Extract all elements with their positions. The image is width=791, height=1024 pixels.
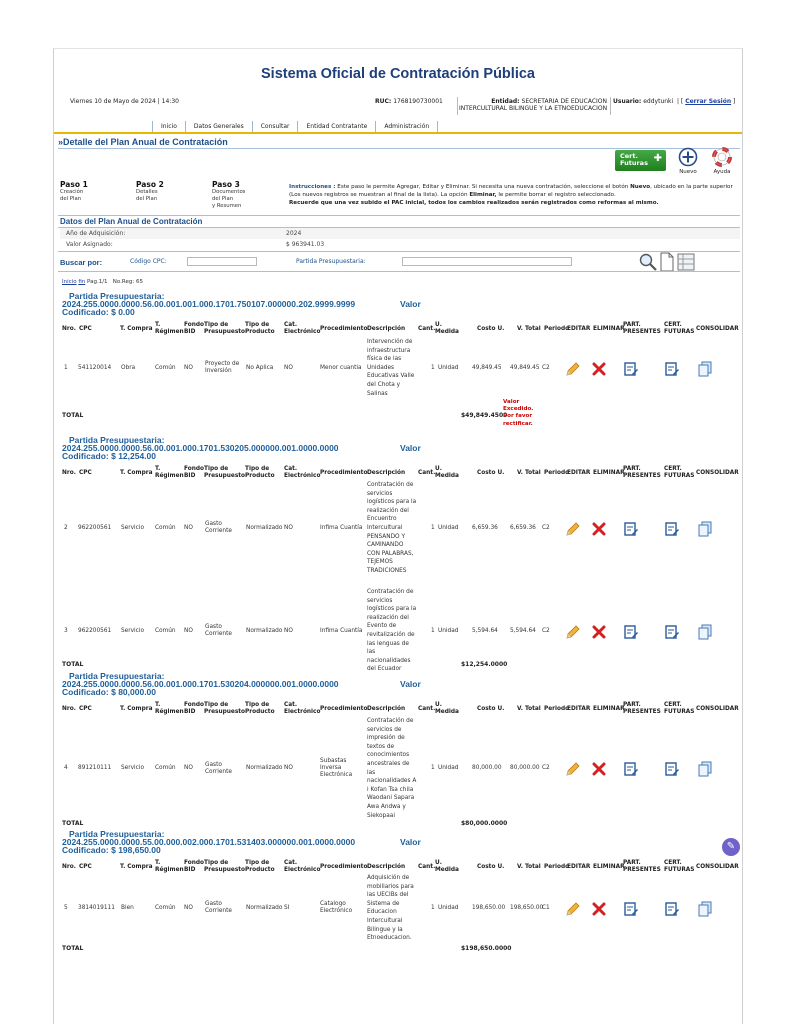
column-header: Costo U. xyxy=(477,326,505,332)
partida-label: Partida Presupuestaria: xyxy=(69,435,165,445)
row-cat-electronico: SI xyxy=(284,904,290,911)
year-label: Año de Adquisición: xyxy=(66,230,126,237)
grid-icon[interactable] xyxy=(676,252,696,272)
row-periodo: C2 xyxy=(542,765,550,772)
cpc-label: Código CPC: xyxy=(130,258,167,265)
column-header: Descripción xyxy=(367,470,406,476)
column-header: CERT. FUTURAS xyxy=(664,702,695,715)
row-procedimiento: Subastas Inversa Electrónica xyxy=(320,758,353,779)
ayuda-label: Ayuda xyxy=(713,169,731,175)
row-cpc: 541120014 xyxy=(78,364,112,371)
step-title: Paso 1 xyxy=(60,180,88,189)
header-separator xyxy=(457,97,458,115)
column-header: T. Régimen xyxy=(155,466,184,479)
row-cantidad: 1 xyxy=(431,524,435,531)
row-cat-electronico: NO xyxy=(284,627,293,634)
row-unidad-medida: Unidad xyxy=(438,364,459,371)
total-amount: $198,650.0000 xyxy=(461,945,512,952)
row-procedimiento: Infima Cuantía xyxy=(320,524,363,531)
column-header: Cant. xyxy=(418,864,436,870)
column-header: CONSOLIDAR xyxy=(696,326,739,332)
logout-link[interactable]: Cerrar Sesión xyxy=(685,98,732,105)
row-cpc: 962200561 xyxy=(78,524,112,531)
column-header: EDITAR xyxy=(567,326,591,332)
row-regimen: Común xyxy=(155,364,176,371)
column-header: Tipo de Producto xyxy=(245,860,275,873)
column-header: Nro. xyxy=(62,470,76,476)
entity-value-line1: SECRETARIA DE EDUCACION xyxy=(521,98,607,105)
app-title: Sistema Oficial de Contratación Pública xyxy=(261,66,535,82)
column-header: Costo U. xyxy=(477,864,505,870)
column-header: T. Régimen xyxy=(155,860,184,873)
column-header: Descripción xyxy=(367,326,406,332)
partida-header xyxy=(62,435,421,461)
column-header: T. Compra xyxy=(120,864,153,870)
row-descripcion: Contratación de servicios logísticos para la realización del Encuentro Intercultural PENSANDO Y CAMINANDO CON PALABRAS, TEJEMOS TRADICIONES xyxy=(367,482,417,574)
column-header: Fondo BID xyxy=(184,466,204,479)
step-3[interactable]: Paso 3 Documentos del Plan y Resumen xyxy=(212,180,246,209)
row-tipo-presupuesto: Gasto Corriente xyxy=(205,624,232,637)
column-header: V. Total xyxy=(517,864,541,870)
document-edit-icon[interactable] xyxy=(664,761,680,777)
row-fondo-bid: NO xyxy=(184,627,193,634)
row-cpc: 891210111 xyxy=(78,765,112,772)
column-header: Cat. Electrónico xyxy=(284,466,321,479)
column-header: Procedimiento xyxy=(320,706,368,712)
row-periodo: C1 xyxy=(542,904,550,911)
column-header: Tipo de Presupuesto xyxy=(204,322,246,335)
current-date: Viernes 10 de Mayo de 2024 | 14:30 xyxy=(70,98,179,105)
column-header: T. Régimen xyxy=(155,322,184,335)
document-edit-icon[interactable] xyxy=(664,624,680,640)
column-header: PART. PRESENTES xyxy=(623,322,661,335)
menu-item-inicio[interactable]: Inicio xyxy=(152,121,185,132)
table-row xyxy=(62,588,742,674)
cert-futuras-label: Futuras xyxy=(620,159,648,167)
row-periodo: C2 xyxy=(542,627,550,634)
row-procedimiento: Catalogo Electrónico xyxy=(320,901,353,915)
column-header: CERT. FUTURAS xyxy=(664,322,695,335)
step-2[interactable]: Paso 2 Detalles del Plan xyxy=(136,180,164,202)
column-header: EDITAR xyxy=(567,864,591,870)
row-unidad-medida: Unidad xyxy=(438,627,459,634)
copy-icon[interactable] xyxy=(697,521,713,537)
column-header: Tipo de Producto xyxy=(245,702,275,715)
row-regimen: Común xyxy=(155,627,176,634)
partida-valor-link[interactable]: Valor xyxy=(400,679,421,689)
row-costo-unitario: 198,650.00 xyxy=(472,904,506,911)
column-header: Procedimiento xyxy=(320,864,368,870)
column-header: CPC xyxy=(79,470,92,476)
x-icon[interactable] xyxy=(591,361,607,377)
column-header: U. Medida xyxy=(435,860,459,873)
divider xyxy=(58,271,740,272)
plus-icon: ✚ xyxy=(653,153,662,164)
document-edit-icon[interactable] xyxy=(664,361,680,377)
row-cat-electronico: NO xyxy=(284,364,293,371)
column-header: CPC xyxy=(79,706,92,712)
row-fondo-bid: NO xyxy=(184,364,193,371)
ayuda-button[interactable] xyxy=(712,147,732,175)
year-row xyxy=(60,228,740,239)
row-fondo-bid: NO xyxy=(184,765,193,772)
partida-valor-link[interactable]: Valor xyxy=(400,443,421,453)
row-tipo-presupuesto: Gasto Corriente xyxy=(205,901,232,915)
ruc-value: 1768190730001 xyxy=(393,98,443,105)
column-header: CONSOLIDAR xyxy=(696,470,739,476)
ruc-label: RUC: xyxy=(375,98,392,105)
row-number: 5 xyxy=(64,904,68,911)
column-header: Nro. xyxy=(62,864,76,870)
row-costo-unitario: 5,594.64 xyxy=(472,627,498,634)
row-cpc: 3814019111 xyxy=(78,904,115,911)
column-header: CONSOLIDAR xyxy=(696,706,739,712)
column-header: CONSOLIDAR xyxy=(696,864,739,870)
row-unidad-medida: Unidad xyxy=(438,765,459,772)
column-header: Nro. xyxy=(62,326,76,332)
row-descripcion: Contratación de servicios de impresión de textos de conocimientos ancestrales de las nacionalidades A i Kofan Tsa chila Waodani Sapara Awa Andwa y Siekopaai xyxy=(367,718,417,819)
assigned-label: Valor Asignado: xyxy=(66,241,113,248)
column-header: EDITAR xyxy=(567,706,591,712)
row-tipo-compra: Servicio xyxy=(121,524,145,531)
copy-icon[interactable] xyxy=(697,901,713,917)
partida-header xyxy=(62,829,421,855)
instructions-warning: Recuerde que una vez subido el PAC inicial, todos los cambios realizados serán registrados como reformas al mismo. xyxy=(289,200,659,206)
row-descripcion: Adquisición de mobiliarios para las UECIBs del Sistema de Educacion Intercultural Bilingue y la Etnoeducacion. xyxy=(367,875,414,942)
menu-item-administracion[interactable]: Administración xyxy=(375,121,438,132)
row-tipo-presupuesto: Gasto Corriente xyxy=(205,761,232,775)
step-title: Paso 2 xyxy=(136,180,164,189)
document-icon[interactable] xyxy=(659,252,675,272)
exceeded-warning: Valor Excedido. Por favor rectificar. xyxy=(503,399,534,427)
total-amount: $80,000.0000 xyxy=(461,820,508,827)
row-number: 2 xyxy=(64,524,68,531)
column-header: Cant. xyxy=(418,326,436,332)
column-header: ELIMINAR xyxy=(593,470,625,476)
chat-bubble-icon[interactable]: ✎ xyxy=(722,838,740,856)
partida-input[interactable] xyxy=(402,257,572,266)
pencil-icon[interactable] xyxy=(565,624,581,640)
table-row xyxy=(62,338,742,398)
row-descripcion: Intervención de infraestructura física de las Unidades Educativas Valle del Chota y Salinas xyxy=(367,339,415,397)
document-edit-icon[interactable] xyxy=(664,901,680,917)
column-header: CERT. FUTURAS xyxy=(664,466,695,479)
column-header: CPC xyxy=(79,864,92,870)
column-header: ELIMINAR xyxy=(593,706,625,712)
divider xyxy=(58,148,740,149)
lifebuoy-icon xyxy=(712,147,732,167)
row-cat-electronico: NO xyxy=(284,765,293,772)
column-header: U. Medida xyxy=(435,702,459,715)
main-menu xyxy=(152,121,438,132)
row-regimen: Común xyxy=(155,765,176,772)
row-regimen: Común xyxy=(155,904,176,911)
partida-code: 2024.255.0000.0000.56.00.001.001.000.1701.750107.000000.202.9999.9999 xyxy=(62,299,356,309)
column-header: Procedimiento xyxy=(320,326,368,332)
row-descripcion: Contratación de servicios logísticos para la realización del Evento de revitalización de las lenguas de las nacionalidades del Ecuador xyxy=(367,589,417,673)
row-valor-total: 198,650.00 xyxy=(510,904,544,911)
row-fondo-bid: NO xyxy=(184,904,193,911)
row-tipo-compra: Obra xyxy=(121,364,136,371)
row-tipo-compra: Servicio xyxy=(121,765,145,772)
column-header: PART. PRESENTES xyxy=(623,702,661,715)
user-label: Usuario: xyxy=(613,98,642,105)
row-number: 1 xyxy=(64,364,68,371)
partida-valor-link[interactable]: Valor xyxy=(400,837,421,847)
column-header: T. Régimen xyxy=(155,702,184,715)
column-header: Periodo xyxy=(544,706,570,712)
total-label: TOTAL xyxy=(62,820,84,827)
logout-wrapper: | [ Cerrar Sesión ] xyxy=(677,98,736,105)
pencil-icon[interactable] xyxy=(565,761,581,777)
pencil-icon[interactable] xyxy=(565,361,581,377)
entity-label: Entidad: xyxy=(491,98,520,105)
column-header: Tipo de Producto xyxy=(245,466,275,479)
year-value: 2024 xyxy=(286,230,302,237)
row-tipo-compra: Servicio xyxy=(121,627,145,634)
total-label: TOTAL xyxy=(62,945,84,952)
document-edit-icon[interactable] xyxy=(623,761,639,777)
step-1[interactable]: Paso 1 Creación del Plan xyxy=(60,180,88,202)
column-header: Tipo de Presupuesto xyxy=(204,702,246,715)
magnifier-icon[interactable] xyxy=(638,252,658,272)
column-header: ELIMINAR xyxy=(593,326,625,332)
assigned-row xyxy=(60,239,740,250)
menu-item-entidad-contratante[interactable]: Entidad Contratante xyxy=(297,121,375,132)
column-header: PART. PRESENTES xyxy=(623,466,661,479)
x-icon[interactable] xyxy=(591,761,607,777)
column-header: Cat. Electrónico xyxy=(284,702,321,715)
row-tipo-producto: No Aplica xyxy=(246,364,274,371)
row-costo-unitario: 80,000.00 xyxy=(472,765,502,772)
row-number: 3 xyxy=(64,627,68,634)
column-header: Tipo de Producto xyxy=(245,322,275,335)
copy-icon[interactable] xyxy=(697,624,713,640)
ruc-info xyxy=(375,98,443,105)
column-header: Cat. Electrónico xyxy=(284,322,321,335)
column-header: Cant. xyxy=(418,470,436,476)
instructions-label: Instrucciones : xyxy=(289,184,336,190)
menu-underline xyxy=(54,132,742,134)
partida-code: 2024.255.0000.0000.56.00.001.000.1701.530204.000000.001.0000.0000 xyxy=(62,679,339,689)
row-procedimiento: Menor cuantia xyxy=(320,364,362,371)
entity-info xyxy=(459,98,607,112)
partida-label: Partida Presupuestaria: xyxy=(296,258,366,265)
row-periodo: C2 xyxy=(542,524,550,531)
assigned-value: $ 963941.03 xyxy=(286,241,325,248)
row-tipo-compra: Bien xyxy=(121,904,134,911)
column-header: ELIMINAR xyxy=(593,864,625,870)
column-header: V. Total xyxy=(517,706,541,712)
total-amount: $12,254.0000 xyxy=(461,661,508,668)
column-header: Fondo BID xyxy=(184,702,204,715)
partida-header xyxy=(62,291,421,317)
partida-codificado: Codificado: $ 0.00 xyxy=(62,307,135,317)
column-header: T. Compra xyxy=(120,326,153,332)
column-header: Periodo xyxy=(544,864,570,870)
column-header: Costo U. xyxy=(477,706,505,712)
row-valor-total: 6,659.36 xyxy=(510,524,536,531)
user-info xyxy=(613,98,673,105)
table-row xyxy=(62,717,742,820)
partida-label: Partida Presupuestaria: xyxy=(69,829,165,839)
column-header: V. Total xyxy=(517,470,541,476)
partida-code: 2024.255.0000.0000.56.00.001.000.1701.530205.000000.001.0000.0000 xyxy=(62,443,339,453)
x-icon[interactable] xyxy=(591,901,607,917)
column-header: T. Compra xyxy=(120,706,153,712)
row-valor-total: 5,594.64 xyxy=(510,627,536,634)
search-label: Buscar por: xyxy=(60,258,103,267)
row-tipo-producto: Normalizado xyxy=(246,524,283,531)
row-procedimiento: Infima Cuantía xyxy=(320,627,363,634)
column-header: Procedimiento xyxy=(320,470,368,476)
row-tipo-producto: Normalizado xyxy=(246,627,283,634)
column-header: Cat. Electrónico xyxy=(284,860,321,873)
total-label: TOTAL xyxy=(62,412,84,419)
partida-code: 2024.255.0000.0000.55.00.000.002.000.1701.531403.000000.001.0000.0000 xyxy=(62,837,356,847)
row-cantidad: 1 xyxy=(431,364,435,371)
document-edit-icon[interactable] xyxy=(623,901,639,917)
user-value: eddytunki xyxy=(643,98,674,105)
row-regimen: Común xyxy=(155,524,176,531)
column-header: Fondo BID xyxy=(184,322,204,335)
column-header: Cant. xyxy=(418,706,436,712)
header-separator xyxy=(610,97,611,115)
row-costo-unitario: 49,849.45 xyxy=(472,364,502,371)
row-costo-unitario: 6,659.36 xyxy=(472,524,498,531)
table-header xyxy=(62,321,742,339)
partida-codificado: Codificado: $ 12,254.00 xyxy=(62,451,157,461)
nuevo-button[interactable] xyxy=(678,147,698,175)
row-number: 4 xyxy=(64,765,68,772)
row-cantidad: 1 xyxy=(431,627,435,634)
column-header: CPC xyxy=(79,326,92,332)
row-tipo-presupuesto: Gasto Corriente xyxy=(205,521,232,535)
menu-item-consultar[interactable]: Consultar xyxy=(252,121,298,132)
cpc-input[interactable] xyxy=(187,257,257,266)
page-title: »Detalle del Plan Anual de Contratación xyxy=(58,137,228,147)
column-header: Descripción xyxy=(367,706,406,712)
row-valor-total: 49,849.45 xyxy=(510,364,540,371)
column-header: CERT. FUTURAS xyxy=(664,860,695,873)
column-header: Tipo de Presupuesto xyxy=(204,466,246,479)
row-unidad-medida: Unidad xyxy=(438,524,459,531)
menu-item-datos-generales[interactable]: Datos Generales xyxy=(185,121,252,132)
row-fondo-bid: NO xyxy=(184,524,193,531)
row-cat-electronico: NO xyxy=(284,524,293,531)
plan-title: Datos del Plan Anual de Contratación xyxy=(60,217,203,226)
total-amount: $49,849.4500 xyxy=(461,412,508,419)
document-edit-icon[interactable] xyxy=(664,521,680,537)
row-periodo: C2 xyxy=(542,364,550,371)
cert-futuras-button[interactable] xyxy=(615,150,666,171)
row-cantidad: 1 xyxy=(431,904,435,911)
column-header: Nro. xyxy=(62,706,76,712)
nuevo-label: Nuevo xyxy=(679,169,697,175)
copy-icon[interactable] xyxy=(697,761,713,777)
table-row xyxy=(62,874,742,943)
column-header: Fondo BID xyxy=(184,860,204,873)
column-header: Descripción xyxy=(367,864,406,870)
row-tipo-producto: Normalizado xyxy=(246,765,283,772)
pencil-icon[interactable] xyxy=(565,521,581,537)
pagination-first-link[interactable]: Inicio xyxy=(62,279,77,285)
partida-header xyxy=(62,671,421,697)
column-header: Tipo de Presupuesto xyxy=(204,860,246,873)
x-icon[interactable] xyxy=(591,624,607,640)
total-label: TOTAL xyxy=(62,661,84,668)
x-icon[interactable] xyxy=(591,521,607,537)
table-row xyxy=(62,481,742,576)
document-edit-icon[interactable] xyxy=(623,624,639,640)
pencil-icon[interactable] xyxy=(565,901,581,917)
search-bar xyxy=(60,256,740,270)
row-cpc: 962200561 xyxy=(78,627,112,634)
partida-label: Partida Presupuestaria: xyxy=(69,671,165,681)
row-tipo-producto: Normalizado xyxy=(246,904,283,911)
partida-codificado: Codificado: $ 80,000.00 xyxy=(62,687,157,697)
partida-codificado: Codificado: $ 198,650.00 xyxy=(62,845,161,855)
column-header: U. Medida xyxy=(435,466,459,479)
partida-label: Partida Presupuestaria: xyxy=(69,291,165,301)
column-header: V. Total xyxy=(517,326,541,332)
pagination xyxy=(62,279,143,285)
row-valor-total: 80,000.00 xyxy=(510,765,540,772)
copy-icon[interactable] xyxy=(697,361,713,377)
column-header: Periodo xyxy=(544,470,570,476)
entity-value-line2: INTERCULTURAL BILINGUE Y LA ETNOEDUCACION xyxy=(459,105,608,112)
column-header: EDITAR xyxy=(567,470,591,476)
partida-valor-link[interactable]: Valor xyxy=(400,299,421,309)
pagination-page: Pag.1/1 xyxy=(87,279,108,285)
document-edit-icon[interactable] xyxy=(623,521,639,537)
row-unidad-medida: Unidad xyxy=(438,904,459,911)
column-header: U. Medida xyxy=(435,322,459,335)
column-header: T. Compra xyxy=(120,470,153,476)
cert-futuras-label: Cert. xyxy=(620,152,638,160)
row-cantidad: 1 xyxy=(431,765,435,772)
document-edit-icon[interactable] xyxy=(623,361,639,377)
pagination-last-link[interactable]: fin xyxy=(78,279,86,285)
column-header: PART. PRESENTES xyxy=(623,860,661,873)
column-header: Periodo xyxy=(544,326,570,332)
plus-circle-icon xyxy=(678,147,698,167)
pagination-count: No.Reg: 65 xyxy=(112,279,143,285)
instructions: Instrucciones : Este paso le permite Agregar, Editar y Eliminar. Si necesita una nueva contratación, seleccione el botón Nuevo, ubicado en la parte superior (Los nuevos registros se muestran al final de la lista). La opción Eliminar, le permite borrar el registro seleccionado. Recuerde que una vez subido el PAC inicial, todos los cambios realizados serán registrados como reformas al mismo. xyxy=(289,184,733,206)
divider xyxy=(58,215,740,216)
row-tipo-presupuesto: Proyecto de Inversión xyxy=(205,361,240,375)
column-header: Costo U. xyxy=(477,470,505,476)
step-title: Paso 3 xyxy=(212,180,240,189)
